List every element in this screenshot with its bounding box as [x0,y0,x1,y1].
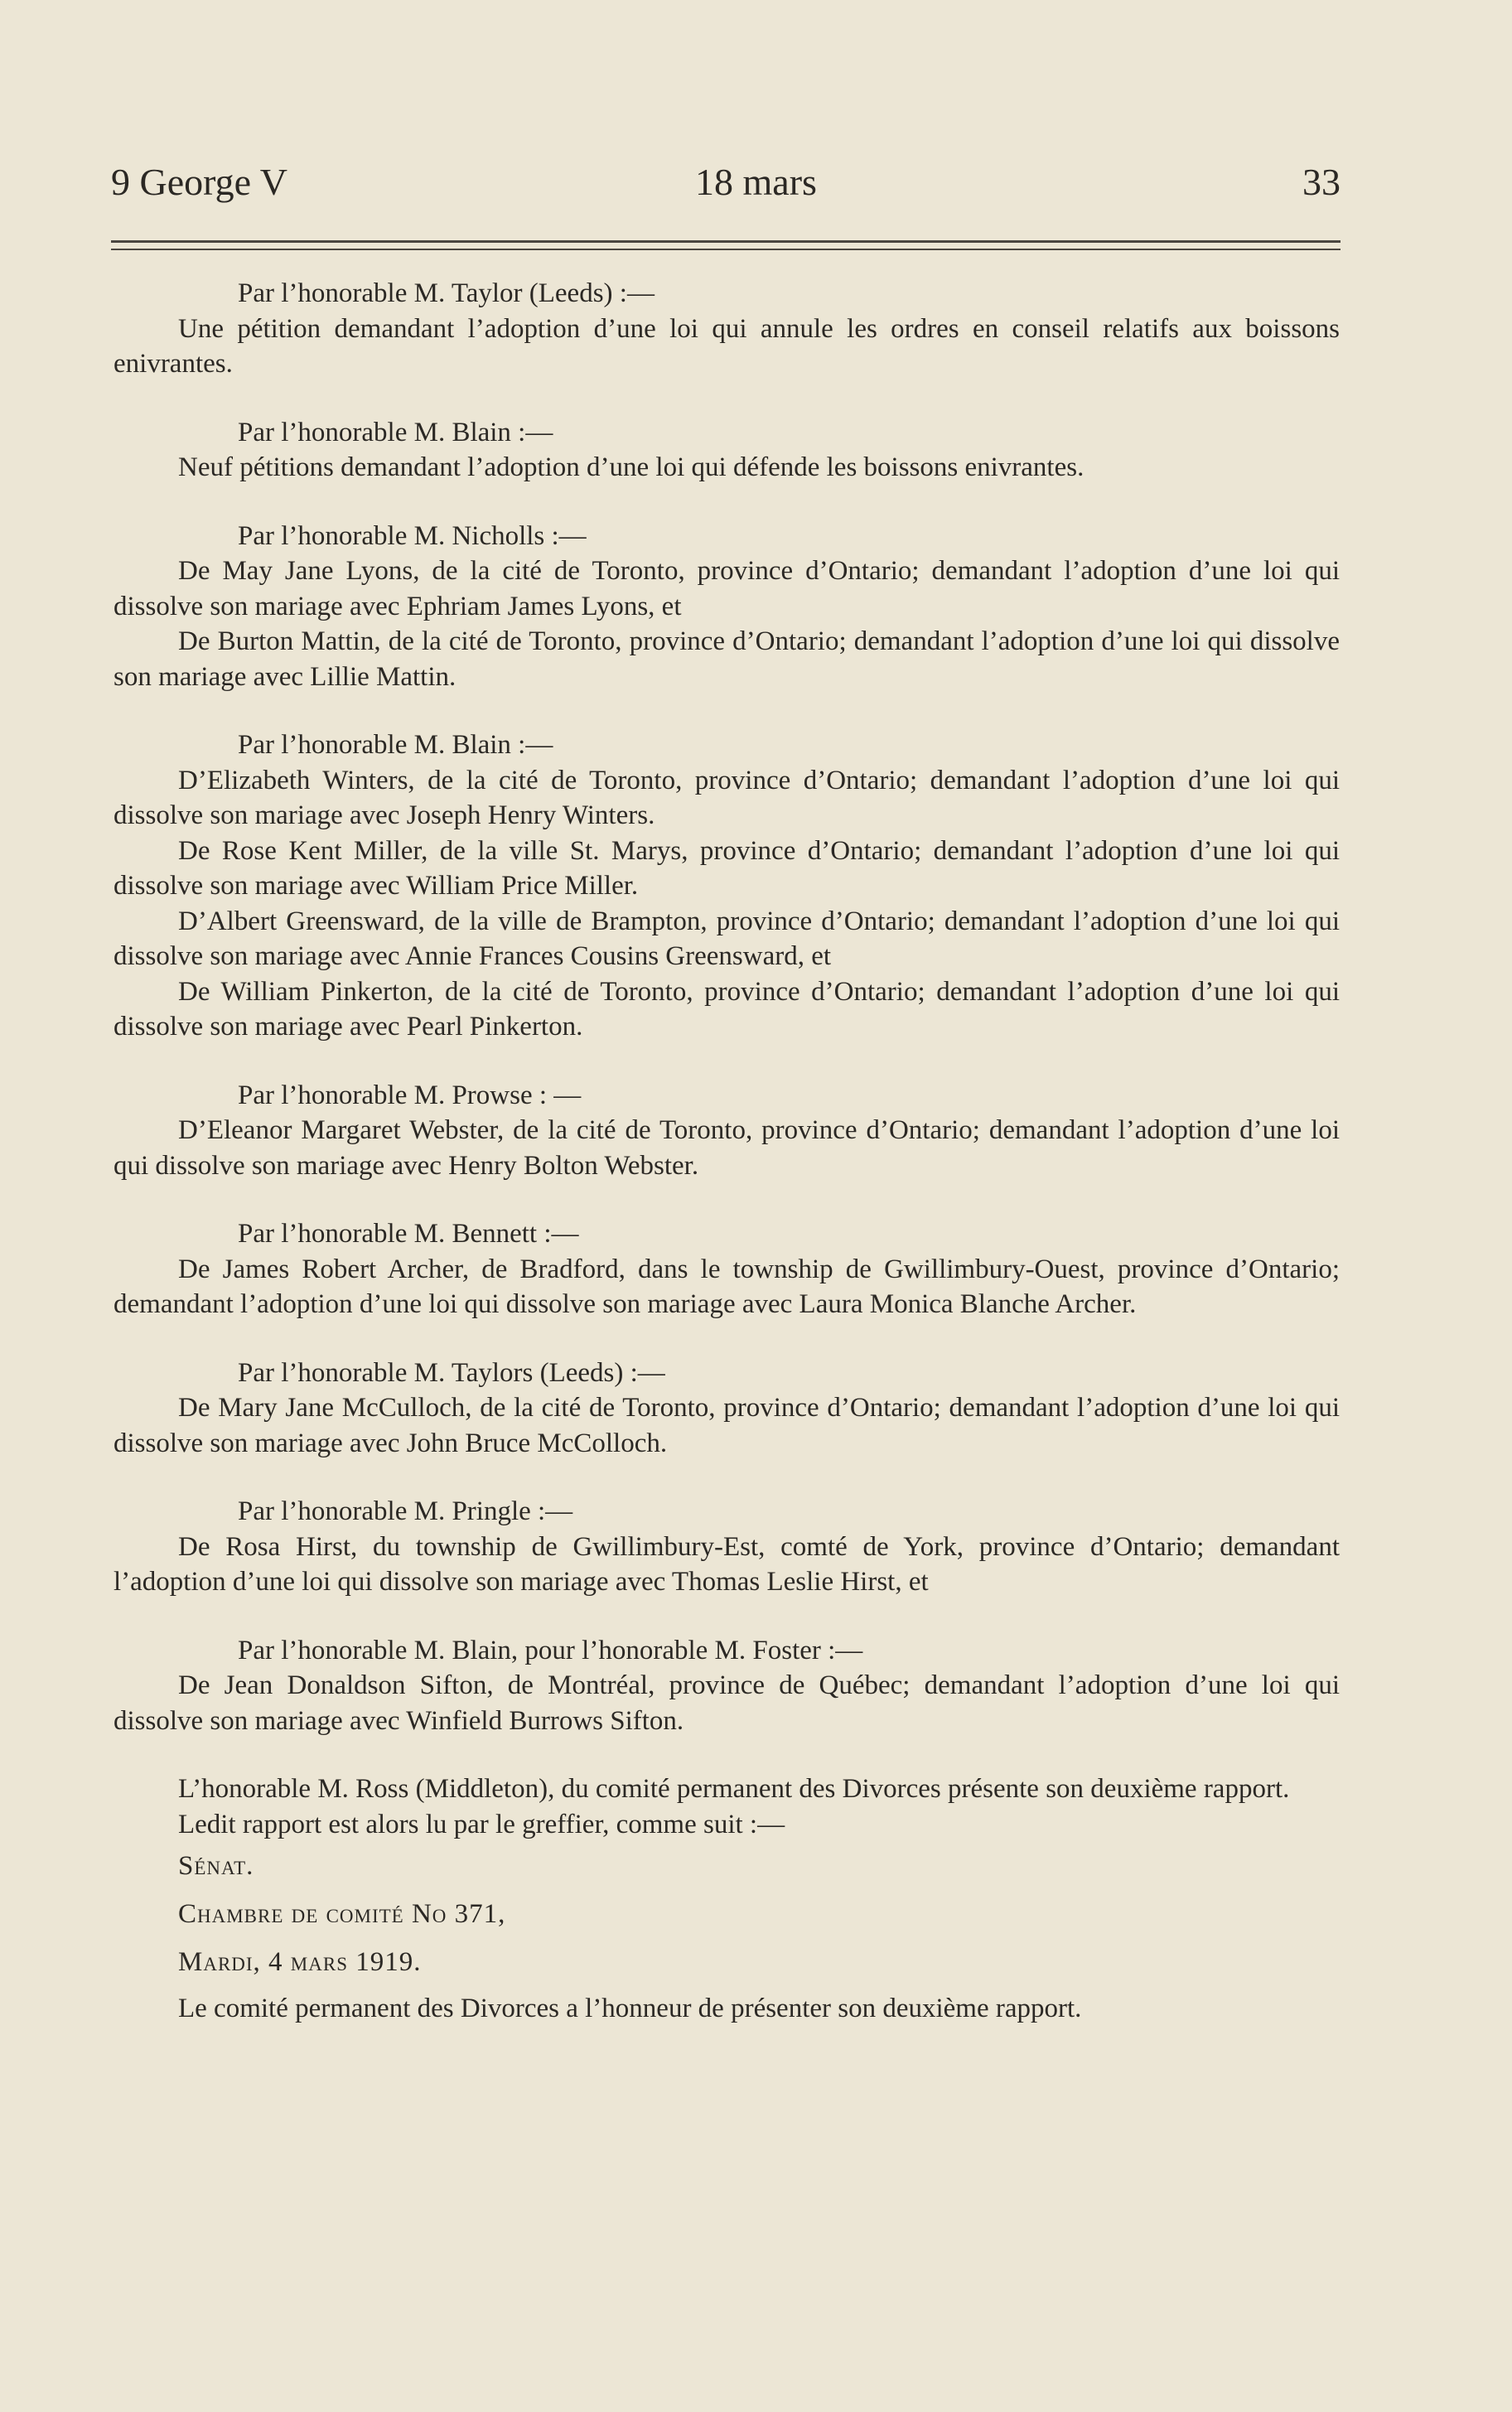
petition-paragraph: De Rose Kent Miller, de la ville St. Marys, province d’Ontario; demandant l’adoption d’une loi qui dissolve son mariage avec William Price Miller. [114,835,1340,901]
section-intro: Par l’honorable M. Blain, pour l’honorable M. Foster :— [238,1635,863,1665]
section-intro: Par l’honorable M. Blain :— [238,730,553,760]
petition-section [114,1633,1340,1739]
petition-section [114,415,1340,486]
petition-paragraph: De Burton Mattin, de la cité de Toronto, province d’Ontario; demandant l’adoption d’une loi qui dissolve son mariage avec Lillie Mattin. [114,626,1340,692]
page-number: 33 [1302,161,1341,203]
petition-section [114,276,1340,382]
petition-paragraph: De May Jane Lyons, de la cité de Toronto, province d’Ontario; demandant l’adoption d’une loi qui dissolve son mariage avec Ephriam James Lyons, et [114,556,1340,621]
petition-paragraph: De Mary Jane McCulloch, de la cité de Toronto, province d’Ontario; demandant l’adoption d’une loi qui dissolve son mariage avec John Bruce McColloch. [114,1393,1340,1458]
petition-section [114,1356,1340,1462]
section-intro: Par l’honorable M. Blain :— [238,417,553,447]
header-regnal-year: 9 George V [111,161,287,203]
section-intro: Par l’honorable M. Taylor (Leeds) :— [238,278,655,308]
report-date: Mardi, 4 mars 1919. [178,1947,422,1977]
petition-section [114,1078,1340,1184]
committee-room: Chambre de comité No 371, [178,1899,506,1929]
document-body [114,276,1340,2027]
section-intro: Par l’honorable M. Pringle :— [238,1496,573,1526]
petition-paragraph: De William Pinkerton, de la cité de Toronto, province d’Ontario; demandant l’adoption d’une loi qui dissolve son mariage avec Pearl Pinkerton. [114,976,1340,1042]
petition-paragraph: D’Eleanor Margaret Webster, de la cité de Toronto, province d’Ontario; demandant l’adoption d’une loi qui dissolve son mariage avec Henry Bolton Webster. [114,1115,1340,1181]
report-statement: L’honorable M. Ross (Middleton), du comité permanent des Divorces présente son deuxième rapport. [178,1774,1290,1804]
petition-section [114,1494,1340,1600]
petition-section [114,1216,1340,1322]
petition-section [114,727,1340,1045]
header-date: 18 mars [695,161,817,203]
petition-paragraph: Une pétition demandant l’adoption d’une loi qui annule les ordres en conseil relatifs aux boissons enivrantes. [114,313,1340,379]
petition-paragraph: De Rosa Hirst, du township de Gwillimbury-Est, comté de York, province d’Ontario; demandant l’adoption d’une loi qui dissolve son mariage avec Thomas Leslie Hirst, et [114,1531,1340,1597]
running-head [0,157,1512,207]
petition-paragraph: De Jean Donaldson Sifton, de Montréal, province de Québec; demandant l’adoption d’une loi qui dissolve son mariage avec Winfield Burrows Sifton. [114,1670,1340,1736]
report-read-line: Ledit rapport est alors lu par le greffier, comme suit :— [178,1809,785,1839]
petition-paragraph: D’Elizabeth Winters, de la cité de Toronto, province d’Ontario; demandant l’adoption d’une loi qui dissolve son mariage avec Joseph Henry Winters. [114,765,1340,830]
petition-paragraph: D’Albert Greensward, de la ville de Brampton, province d’Ontario; demandant l’adoption d’une loi qui dissolve son mariage avec Annie Frances Cousins Greensward, et [114,906,1340,971]
header-rule [111,240,1341,243]
petition-section [114,519,1340,695]
section-intro: Par l’honorable M. Taylors (Leeds) :— [238,1357,665,1388]
section-intro: Par l’honorable M. Bennett :— [238,1219,579,1249]
header-rule-thin [111,249,1341,250]
senate-heading: Sénat. [178,1851,254,1881]
section-intro: Par l’honorable M. Prowse : — [238,1080,582,1110]
report-closing: Le comité permanent des Divorces a l’honneur de présenter son deuxième rapport. [178,1994,1082,2023]
petition-paragraph: Neuf pétitions demandant l’adoption d’une loi qui défende les boissons enivrantes. [178,452,1084,482]
committee-report [114,1772,1340,2027]
petition-paragraph: De James Robert Archer, de Bradford, dans le township de Gwillimbury-Ouest, province d’Ontario; demandant l’adoption d’une loi qui dissolve son mariage avec Laura Monica Blanche Archer. [114,1254,1340,1319]
section-intro: Par l’honorable M. Nicholls :— [238,520,587,551]
